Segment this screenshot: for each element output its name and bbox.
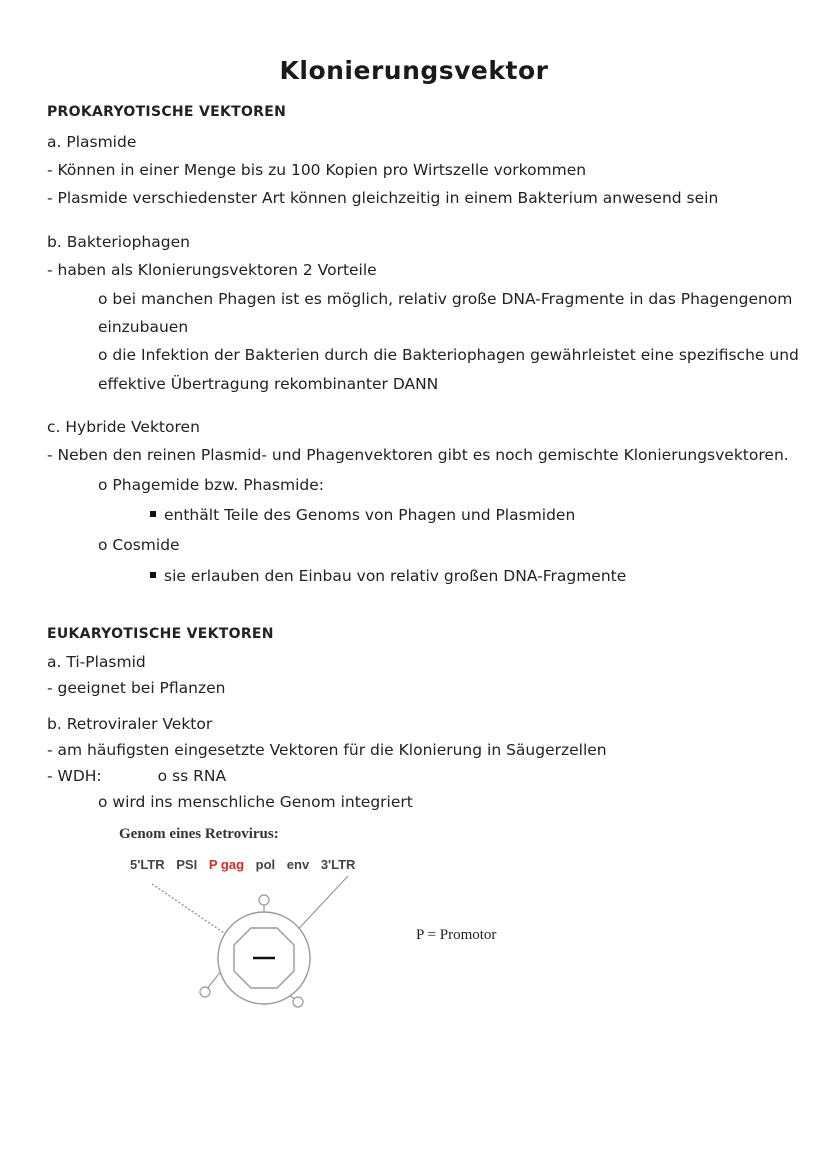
section-heading-prokaryotic: PROKARYOTISCHE VEKTOREN [47,104,287,120]
plasmids-point-1: - Können in einer Menge bis zu 100 Kopien pro Wirtszelle vorkommen [47,161,587,179]
cosmid-detail: sie erlauben den Einbau von relativ großen DNA-Fragmente [150,566,626,586]
wdh-label: - WDH: [47,767,102,785]
phages-label: b. Bakteriophagen [47,233,190,251]
plasmids-label: a. Plasmide [47,133,137,151]
figure-title: Genom eines Retrovirus: [119,826,279,842]
ti-plasmid-point: - geeignet bei Pflanzen [47,679,226,697]
phagemid-item: o Phagemide bzw. Phasmide: [98,476,324,494]
phagemid-detail: enthält Teile des Genoms von Phagen und Plasmiden [150,505,575,525]
right-spike-knob [293,997,303,1007]
segment-pol: pol [255,857,276,872]
segment-psi: PSI [176,857,198,872]
retrovirus-diagram [140,872,360,1022]
plasmids-point-2: - Plasmide verschiedenster Art können gleichzeitig in einem Bakterium anwesend sein [47,189,719,207]
segment-p-gag: P gag [208,857,245,872]
integration-item: o wird ins menschliche Genom integriert [98,793,413,811]
left-spike [206,970,222,990]
square-bullet-icon [150,572,156,578]
segment-env: env [286,857,310,872]
left-spike-knob [200,987,210,997]
phages-advantage-2-cont: effektive Übertragung rekombinanter DANN [98,375,439,393]
genome-segments [130,857,363,872]
phages-advantage-1: o bei manchen Phagen ist es möglich, relativ große DNA-Fragmente in das Phagengenom [98,290,793,308]
retro-point: - am häufigsten eingesetzte Vektoren für die Klonierung in Säugerzellen [47,741,607,759]
hybrid-point: - Neben den reinen Plasmid- und Phagenvektoren gibt es noch gemischte Klonierungsvektoren. [47,446,789,464]
retro-label: b. Retroviraler Vektor [47,715,213,733]
wdh-value: o ss RNA [157,767,227,785]
segment-5ltr: 5'LTR [130,857,165,872]
phages-advantage-1-cont: einzubauen [98,318,189,336]
square-bullet-icon [150,511,156,517]
phages-point: - haben als Klonierungsvektoren 2 Vorteile [47,261,377,279]
section-heading-eukaryotic: EUKARYOTISCHE VEKTOREN [47,626,274,642]
segment-3ltr: 3'LTR [320,857,356,872]
top-spike-knob [259,895,269,905]
figure-legend: P = Promotor [416,927,497,943]
cosmid-item: o Cosmide [98,536,180,554]
ti-plasmid-label: a. Ti-Plasmid [47,653,146,671]
page-title: Klonierungsvektor [279,56,549,85]
hybrid-label: c. Hybride Vektoren [47,418,200,436]
phages-advantage-2: o die Infektion der Bakterien durch die Bakteriophagen gewährleistet eine spezifische und [98,346,799,364]
wdh-line [47,766,226,786]
